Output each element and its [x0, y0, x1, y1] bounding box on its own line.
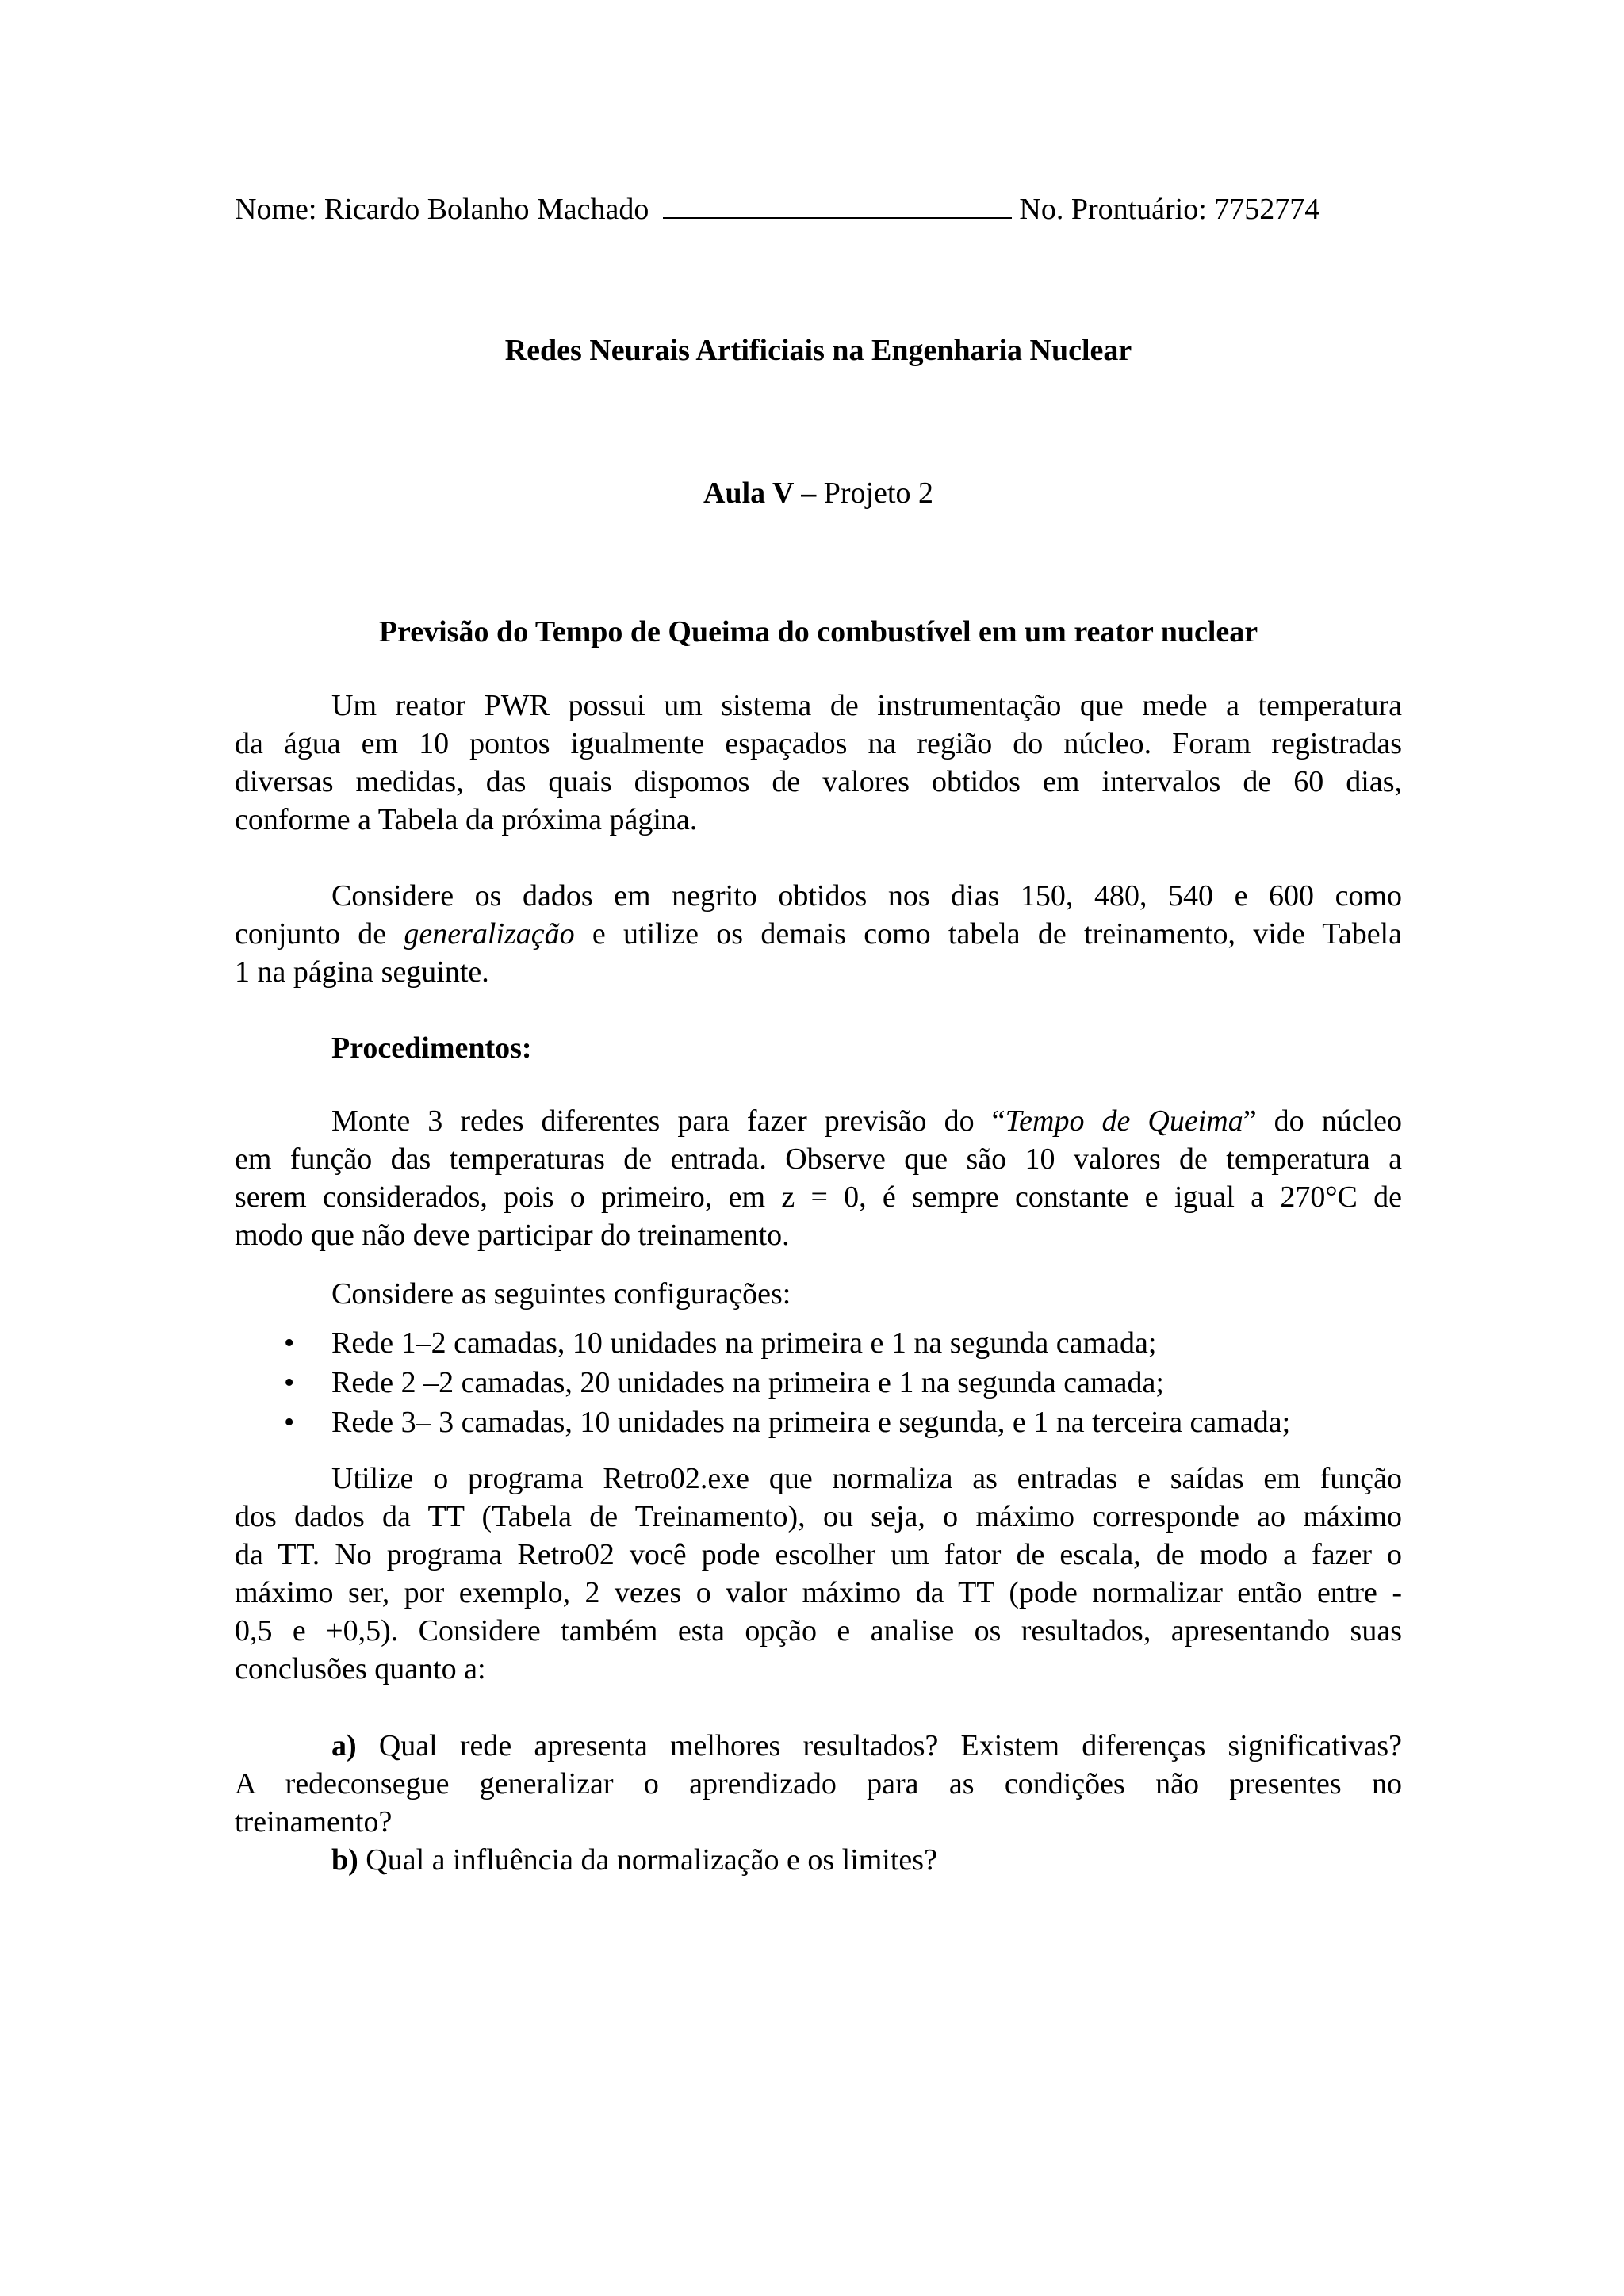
para3-line4: modo que não deve participar do treinamento. — [235, 1219, 790, 1252]
para2-line3: 1 na página seguinte. — [235, 955, 489, 989]
config-list-item — [284, 1326, 1402, 1360]
para1-line1: Um reator PWR possui um sistema de instrumentação que mede a temperatura — [331, 689, 1402, 722]
bullet-icon — [284, 1365, 331, 1400]
subtitle-lesson: Aula V – — [703, 476, 817, 510]
para4-line5: 0,5 e +0,5). Considere também esta opção e analise os resultados, apresentando suas — [235, 1614, 1402, 1647]
config-list-item — [284, 1405, 1402, 1440]
procedures-heading: Procedimentos: — [331, 1031, 532, 1065]
question-b-line — [331, 1843, 1402, 1877]
record-number: No. Prontuário: 7752774 — [1019, 193, 1320, 227]
para4-line6: conclusões quanto a: — [235, 1652, 486, 1686]
section-heading: Previsão do Tempo de Queima do combustível em um reator nuclear — [378, 615, 1258, 649]
para3-line3: serem considerados, pois o primeiro, em z = 0, é sempre constante e igual a 270°C de — [235, 1181, 1402, 1214]
config-item-text: Rede 1–2 camadas, 10 unidades na primeira e 1 na segunda camada; — [331, 1326, 1157, 1360]
question-a-line1 — [331, 1728, 1402, 1763]
para3-line1 — [331, 1104, 1402, 1138]
para1-line2: da água em 10 pontos igualmente espaçados na região do núcleo. Foram registradas — [235, 727, 1402, 760]
config-item-text: Rede 2 –2 camadas, 20 unidades na primeira e 1 na segunda camada; — [331, 1366, 1164, 1399]
config-list-item — [284, 1365, 1402, 1400]
para4-line1: Utilize o programa Retro02.exe que normaliza as entradas e saídas em função — [331, 1462, 1402, 1495]
question-a-label: a) — [331, 1729, 357, 1762]
question-a-line3: treinamento? — [235, 1805, 393, 1839]
question-a-line2: A redeconsegue generalizar o aprendizado para as condições não presentes no — [235, 1767, 1402, 1800]
para3-line2: em função das temperaturas de entrada. Observe que são 10 valores de temperatura a — [235, 1142, 1402, 1176]
question-b-text: Qual a influência da normalização e os limites? — [358, 1843, 937, 1877]
header-line — [235, 190, 1402, 227]
para3-line1-start: Monte 3 redes diferentes para fazer previsão do “ — [331, 1104, 1005, 1138]
para2-line1: Considere os dados em negrito obtidos nos dias 150, 480, 540 e 600 como — [331, 879, 1402, 913]
subtitle-project: Projeto 2 — [816, 476, 933, 510]
para2-line2-start: conjunto de — [235, 917, 404, 951]
name-underline — [663, 190, 1012, 219]
para2-line2-emphasis: generalização — [404, 917, 575, 951]
question-b-label: b) — [331, 1843, 358, 1877]
para3-line1-emphasis: Tempo de Queima — [1005, 1104, 1243, 1138]
document-subtitle — [235, 476, 1402, 511]
student-name: Nome: Ricardo Bolanho Machado — [235, 193, 649, 227]
bullet-icon — [284, 1326, 331, 1360]
para2-line2 — [235, 916, 1402, 951]
question-a-text: Qual rede apresenta melhores resultados? Existem diferenças significativas? — [356, 1729, 1402, 1762]
bullet-icon — [284, 1405, 331, 1440]
para2-line2-end: e utilize os demais como tabela de treinamento, vide Tabela — [574, 917, 1402, 951]
config-intro: Considere as seguintes configurações: — [331, 1277, 791, 1311]
para3-line1-end: ” do núcleo — [1243, 1104, 1402, 1138]
para4-line3: da TT. No programa Retro02 você pode escolher um fator de escala, de modo a fazer o — [235, 1538, 1402, 1571]
document-title: Redes Neurais Artificiais na Engenharia Nuclear — [504, 334, 1132, 367]
para1-line4: conforme a Tabela da próxima página. — [235, 803, 698, 836]
para1-line3: diversas medidas, das quais dispomos de valores obtidos em intervalos de 60 dias, — [235, 765, 1402, 798]
para4-line4: máximo ser, por exemplo, 2 vezes o valor máximo da TT (pode normalizar então entre - — [235, 1576, 1402, 1609]
para4-line2: dos dados da TT (Tabela de Treinamento), ou seja, o máximo corresponde ao máximo — [235, 1500, 1402, 1533]
config-item-text: Rede 3– 3 camadas, 10 unidades na primeira e segunda, e 1 na terceira camada; — [331, 1406, 1291, 1439]
